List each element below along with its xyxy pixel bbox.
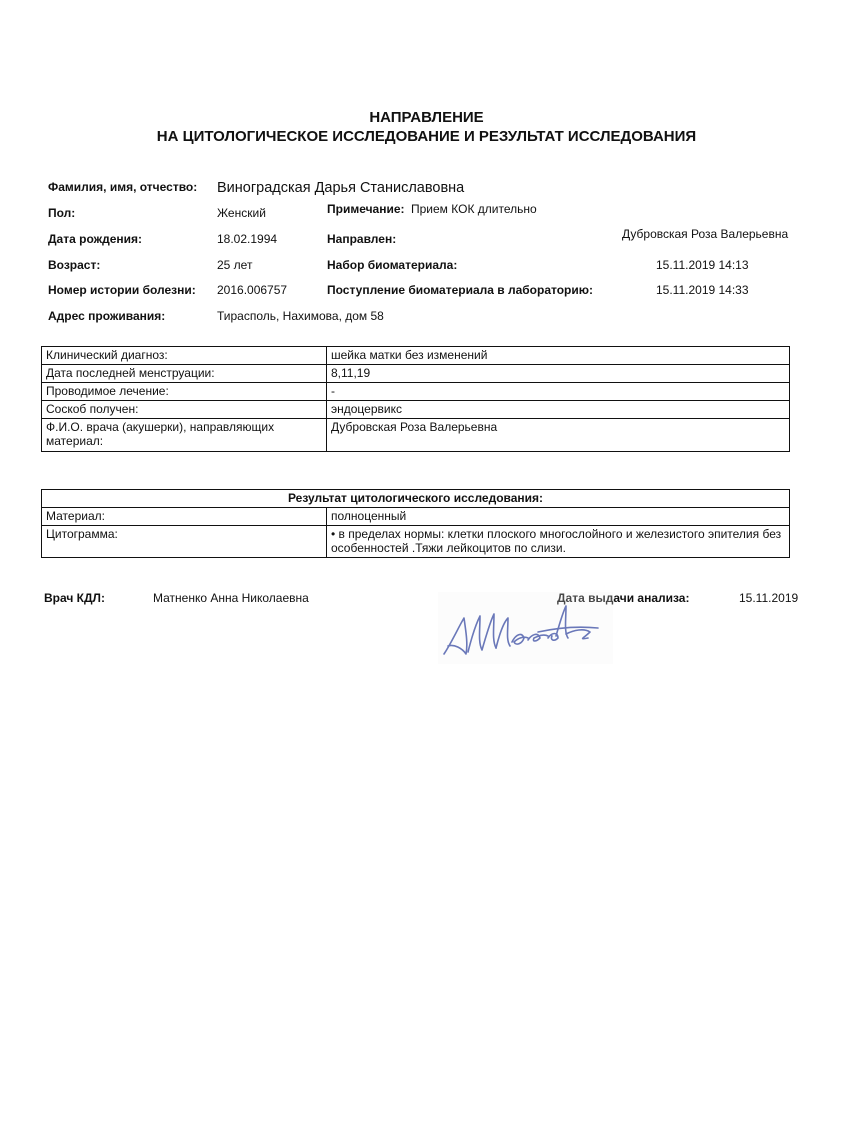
table-cell-label: Соскоб получен: <box>42 401 327 419</box>
history-number: 2016.006757 <box>217 283 288 297</box>
note-label: Примечание: <box>327 202 405 216</box>
collection-label: Набор биоматериала: <box>327 258 458 272</box>
name-label: Фамилия, имя, отчество: <box>48 180 198 194</box>
table-header-row <box>42 490 790 508</box>
table-cell-value: эндоцервикс <box>327 401 790 419</box>
doctor-name: Матненко Анна Николаевна <box>153 591 309 605</box>
arrival-value: 15.11.2019 14:33 <box>656 283 749 297</box>
table-cell-value: шейка матки без изменений <box>327 347 790 365</box>
issue-date-label: Дата выдачи анализа: <box>557 591 690 605</box>
table-row <box>42 508 790 526</box>
table-row <box>42 419 790 452</box>
table-cell-label: Клинический диагноз: <box>42 347 327 365</box>
patient-sex: Женский <box>217 206 266 220</box>
sex-label: Пол: <box>48 206 76 220</box>
table-cell-label: Цитограмма: <box>42 526 327 558</box>
clinical-info-table <box>41 346 790 452</box>
table-row <box>42 347 790 365</box>
history-label: Номер истории болезни: <box>48 283 196 297</box>
signature-image <box>438 592 613 664</box>
collection-value: 15.11.2019 14:13 <box>656 258 749 272</box>
patient-dob: 18.02.1994 <box>217 232 278 246</box>
age-label: Возраст: <box>48 258 101 272</box>
table-row <box>42 401 790 419</box>
table-cell-value: - <box>327 383 790 401</box>
table-cell-label: Проводимое лечение: <box>42 383 327 401</box>
table-row <box>42 365 790 383</box>
result-header: Результат цитологического исследования: <box>42 490 790 508</box>
note-value: Прием КОК длительно <box>411 202 537 216</box>
table-cell-label: Дата последней менструации: <box>42 365 327 383</box>
table-cell-label: Материал: <box>42 508 327 526</box>
table-cell-label: Ф.И.О. врача (акушерки), направляющих материал: <box>42 419 327 452</box>
document-title-line2: НА ЦИТОЛОГИЧЕСКОЕ ИССЛЕДОВАНИЕ И РЕЗУЛЬТАТ ИССЛЕДОВАНИЯ <box>156 128 697 145</box>
arrival-label: Поступление биоматериала в лабораторию: <box>327 283 594 297</box>
table-cell-value: • в пределах нормы: клетки плоского многослойного и железистого эпителия без особенностей .Тяжи лейкоцитов по слизи. <box>327 526 790 558</box>
table-row <box>42 383 790 401</box>
referred-label: Направлен: <box>327 232 397 246</box>
address-label: Адрес проживания: <box>48 309 166 323</box>
table-cell-value: 8,11,19 <box>327 365 790 383</box>
result-table <box>41 489 790 558</box>
dob-label: Дата рождения: <box>48 232 143 246</box>
issue-date: 15.11.2019 <box>739 591 799 605</box>
patient-address: Тирасполь, Нахимова, дом 58 <box>217 309 384 323</box>
patient-age: 25 лет <box>217 258 253 272</box>
doctor-label: Врач КДЛ: <box>44 591 105 605</box>
referred-value: Дубровская Роза Валерьевна <box>622 227 789 241</box>
table-cell-value: полноценный <box>327 508 790 526</box>
patient-name: Виноградская Дарья Станиславовна <box>217 180 465 196</box>
table-cell-value: Дубровская Роза Валерьевна <box>327 419 790 452</box>
document-title-line1: НАПРАВЛЕНИЕ <box>369 109 484 126</box>
table-row <box>42 526 790 558</box>
